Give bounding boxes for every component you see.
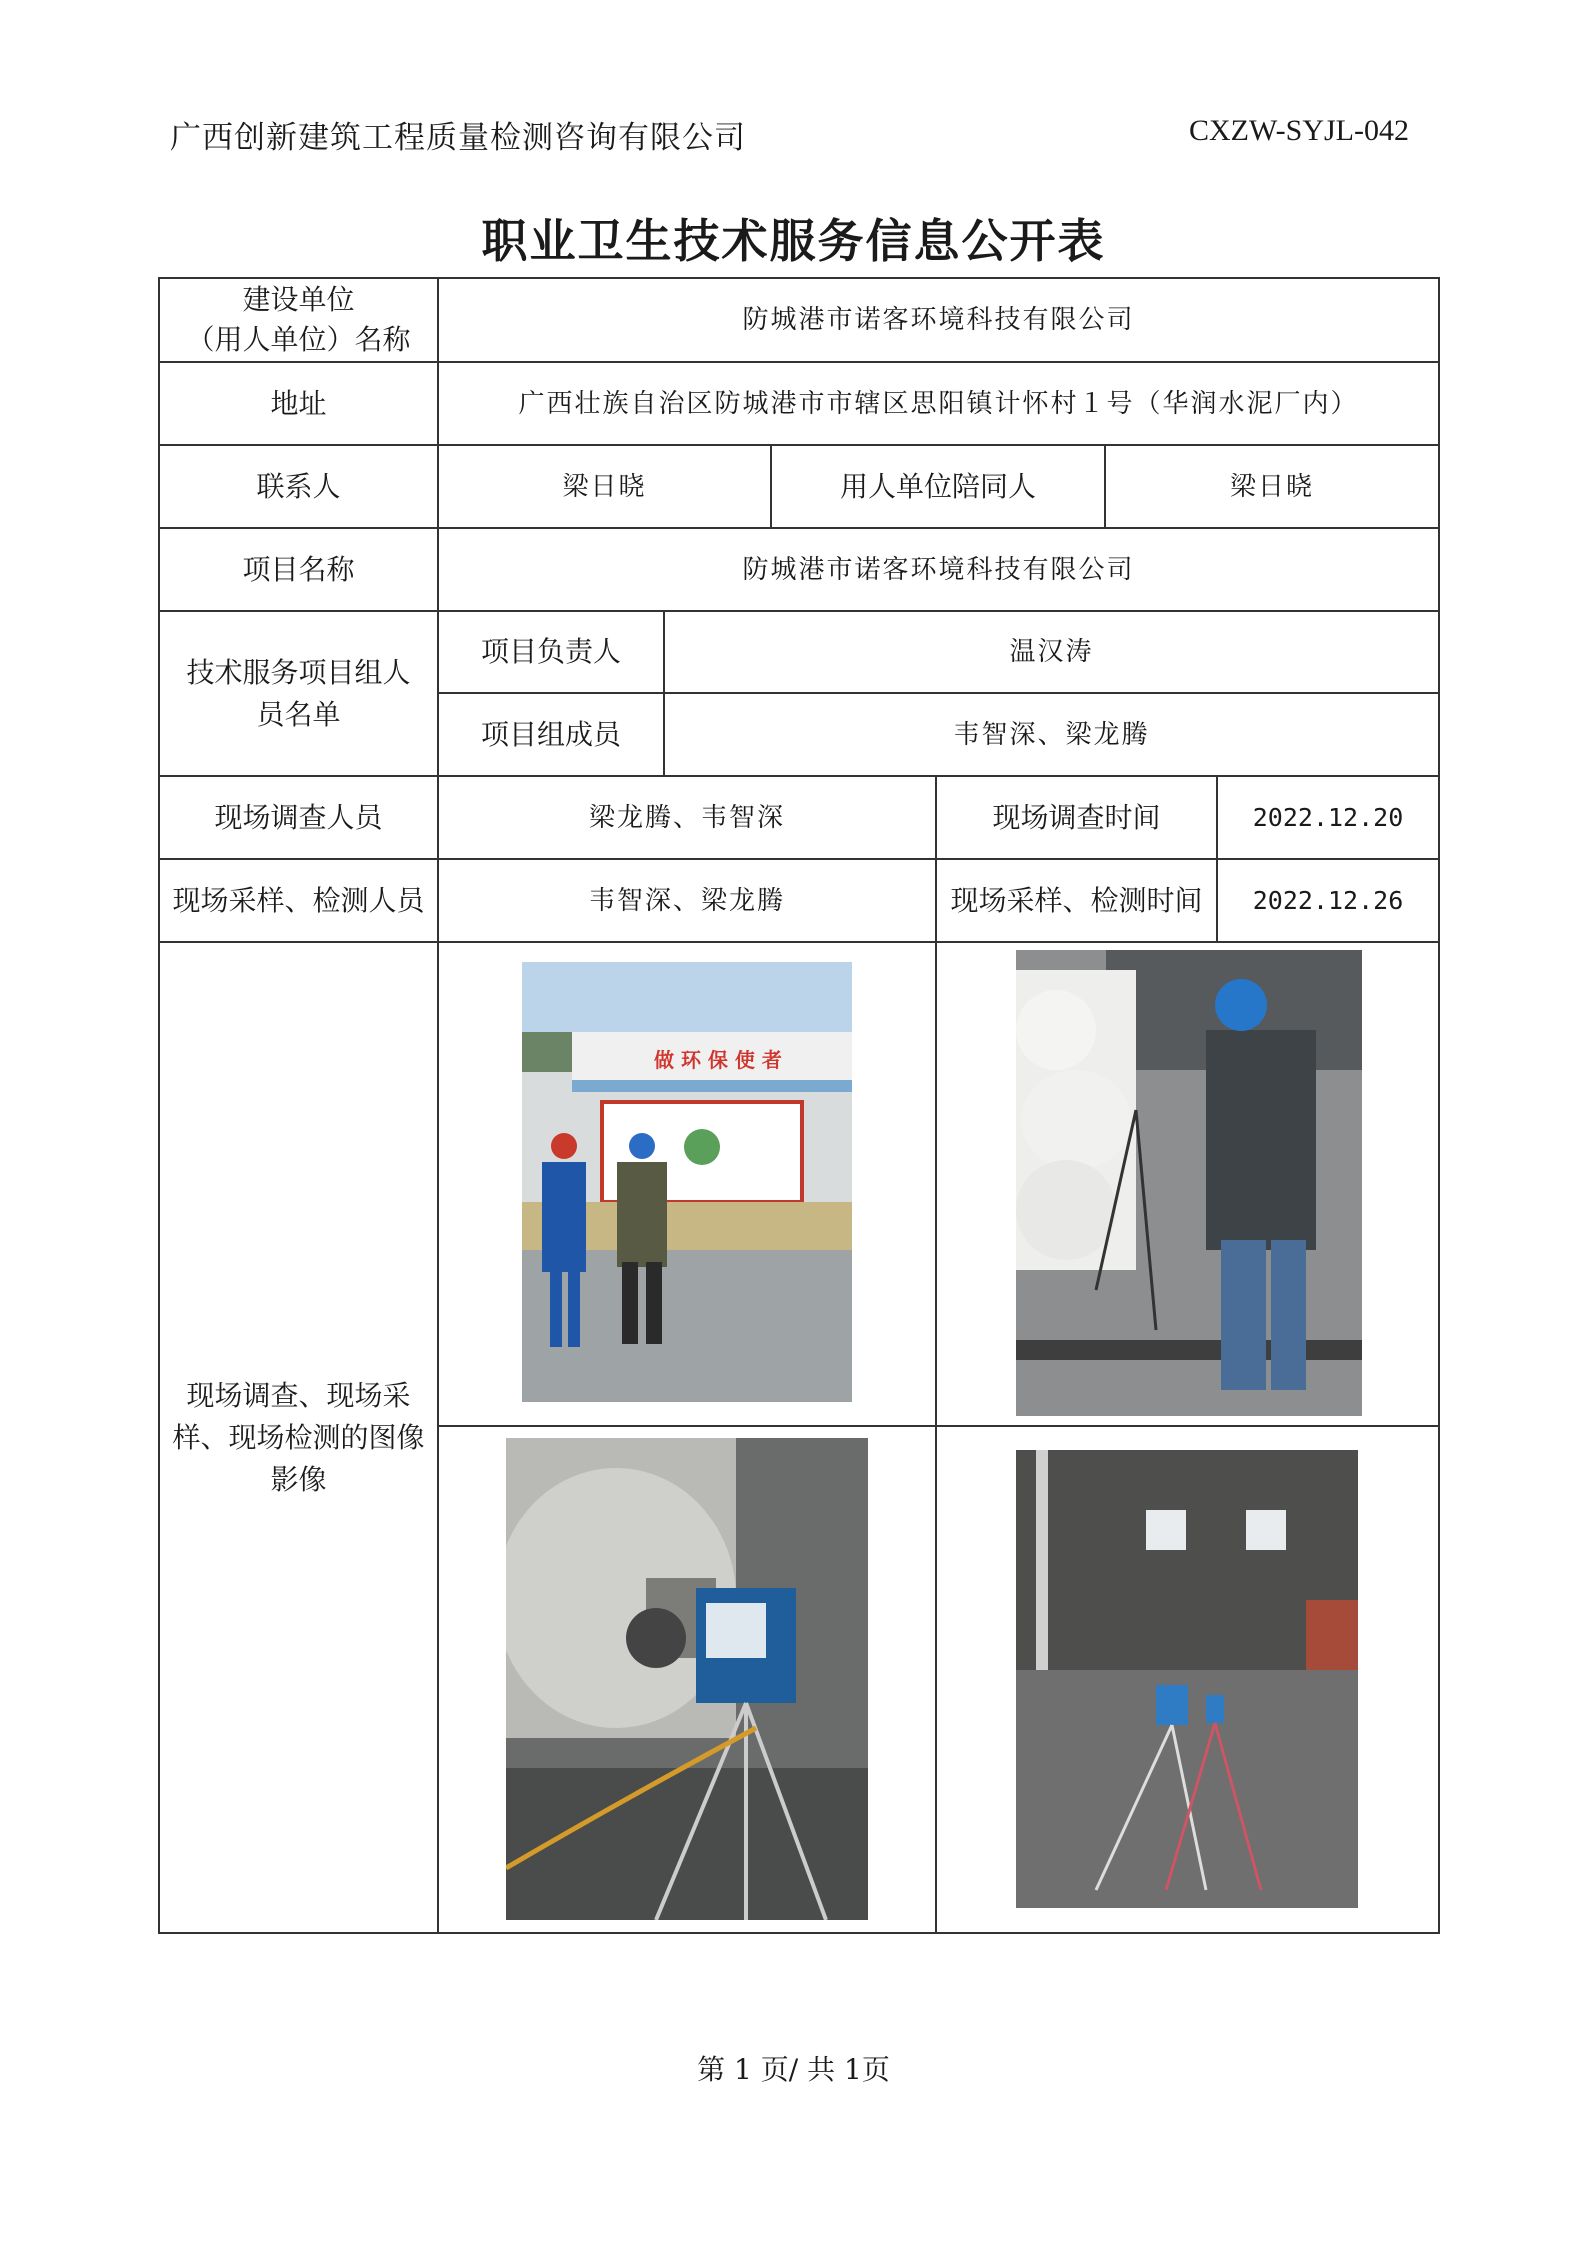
survey-staff-label: 现场调查人员 <box>214 800 383 834</box>
survey-staff-value: 梁龙腾、韦智深 <box>588 802 785 833</box>
sampling-time-value: 2022.12.26 <box>1252 885 1404 915</box>
escort-label: 用人单位陪同人 <box>839 469 1036 503</box>
contact-value: 梁日晓 <box>562 471 647 502</box>
project-members-label: 项目组成员 <box>480 717 621 751</box>
company-name: 广西创新建筑工程质量检测咨询有限公司 <box>170 120 746 156</box>
address-label: 地址 <box>270 386 327 420</box>
site-survey-photo <box>522 962 852 1402</box>
employer-name-label: 建设单位 <box>242 283 355 316</box>
sampling-equipment-photo <box>506 1438 868 1920</box>
project-team-label-line2: 员名单 <box>256 697 341 731</box>
document-number: CXZW-SYJL-042 <box>1189 114 1409 147</box>
project-leader-label: 项目负责人 <box>480 635 621 668</box>
escort-value: 梁日晓 <box>1229 471 1314 502</box>
photo-label-line2: 样、现场检测的图像 <box>172 1420 425 1454</box>
project-members-value: 韦智深、梁龙腾 <box>953 719 1150 750</box>
factory-sampling-photo <box>1016 1450 1358 1908</box>
sampling-staff-value: 韦智深、梁龙腾 <box>588 885 785 916</box>
project-name-value: 防城港市诺客环境科技有限公司 <box>742 554 1135 585</box>
site-survey-warehouse-photo <box>1016 950 1362 1416</box>
contact-label: 联系人 <box>256 469 341 503</box>
photo-label-line3: 影像 <box>270 1462 327 1496</box>
project-leader-value: 温汉涛 <box>1009 637 1094 667</box>
project-team-label: 技术服务项目组人 <box>186 655 411 689</box>
project-name-label: 项目名称 <box>242 552 355 586</box>
photo-label: 现场调查、现场采 <box>186 1378 411 1412</box>
sampling-time-label: 现场采样、检测时间 <box>950 883 1203 917</box>
page-footer: 第 1 页/ 共 1页 <box>697 2053 890 2086</box>
employer-name-value: 防城港市诺客环境科技有限公司 <box>742 305 1135 335</box>
survey-time-label: 现场调查时间 <box>992 800 1161 834</box>
address-value: 广西壮族自治区防城港市市辖区思阳镇计怀村１号（华润水泥厂内） <box>518 388 1359 419</box>
page-title: 职业卫生技术服务信息公开表 <box>481 214 1106 268</box>
employer-name-label-line2: （用人单位）名称 <box>186 323 411 356</box>
survey-time-value: 2022.12.20 <box>1252 802 1404 832</box>
sampling-staff-label: 现场采样、检测人员 <box>172 883 425 917</box>
svg-text:做 环 保 使 者: 做 环 保 使 者 <box>654 1048 782 1072</box>
